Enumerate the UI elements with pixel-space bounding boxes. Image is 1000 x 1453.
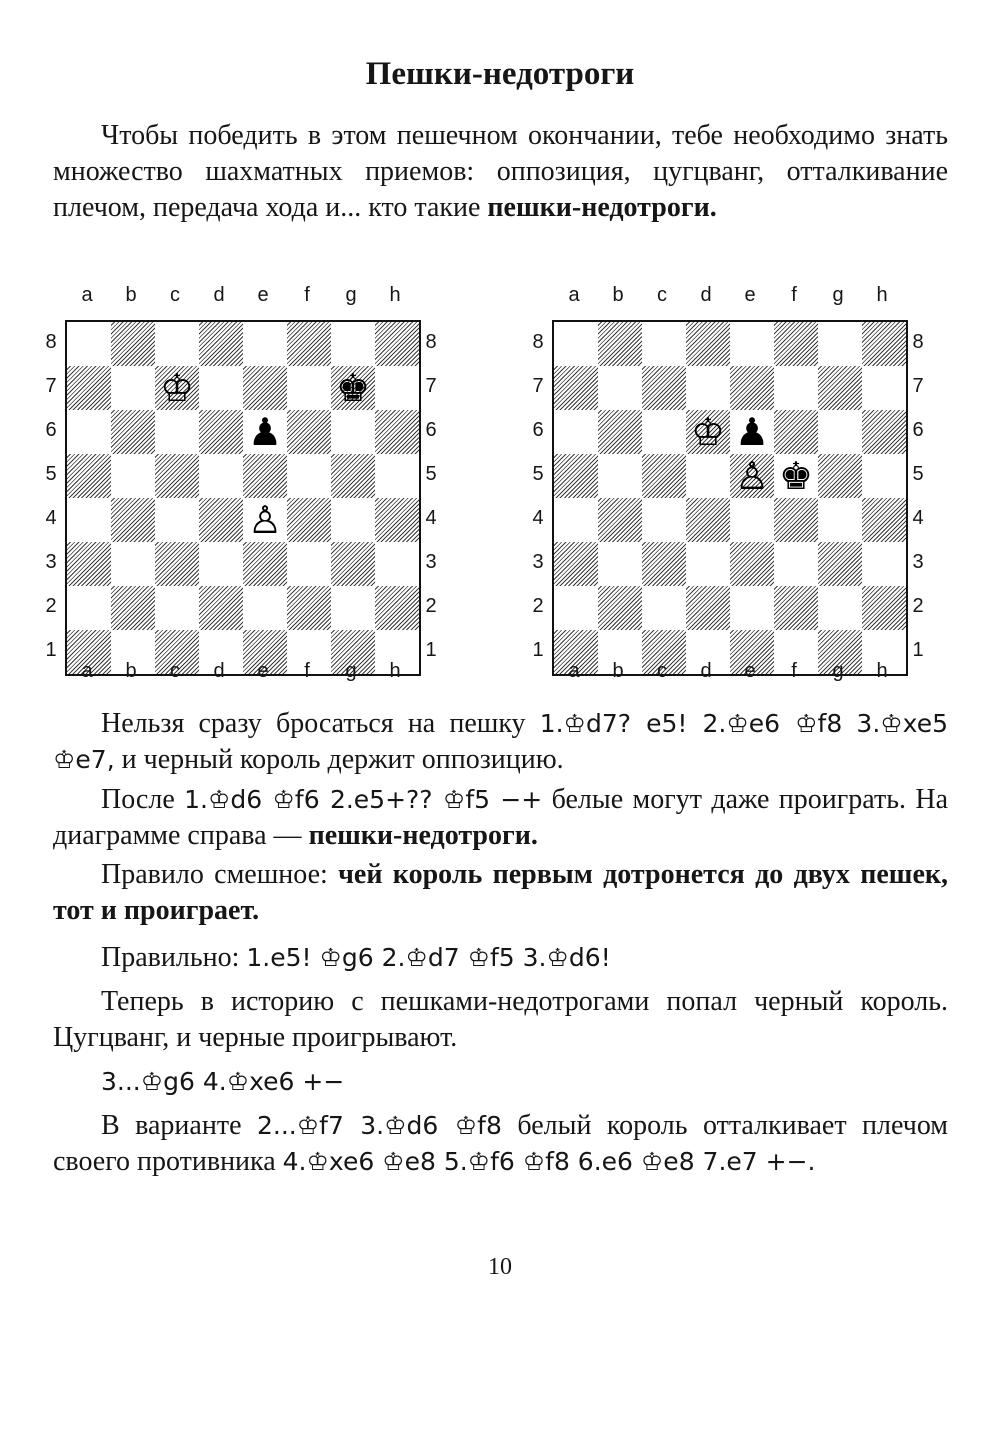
file-label: c (657, 660, 667, 682)
file-label: b (125, 660, 137, 682)
square-g2 (331, 586, 375, 630)
file-label: a (568, 660, 580, 682)
square-f4 (287, 498, 331, 542)
file-label: h (389, 284, 401, 306)
page-number: 10 (488, 1254, 512, 1280)
square-b6 (111, 410, 155, 454)
rank-label: 5 (532, 463, 544, 485)
square-h6 (862, 410, 906, 454)
chess-board (65, 320, 421, 676)
file-label: a (81, 660, 93, 682)
square-e5 (730, 454, 774, 498)
square-e6 (243, 410, 287, 454)
square-g4 (818, 498, 862, 542)
paragraph-6 (53, 1064, 948, 1100)
rank-label: 1 (45, 639, 57, 661)
square-f6 (287, 410, 331, 454)
square-f2 (774, 586, 818, 630)
square-g7 (818, 366, 862, 410)
p7-moves-1: 2...♔f7 3.♔d6 ♔f8 (256, 1111, 502, 1140)
file-label: d (700, 284, 712, 306)
p1-text-b: и черный король держит оппозицию. (114, 744, 564, 775)
file-label: e (257, 660, 269, 682)
intro-text: Чтобы победить в этом пешечном окончании, тебе необходимо знать множество шахматных приемов: оппозиция, цугцванг, отталкивание плечом, передача хода и... кто такие (53, 120, 948, 223)
paragraph-4 (53, 940, 948, 976)
square-c6 (155, 410, 199, 454)
square-e5 (243, 454, 287, 498)
rank-label: 3 (425, 551, 437, 573)
p7-text-b: белый король отталкивает плечом своего противника (53, 1110, 949, 1177)
file-label: b (125, 284, 137, 306)
file-label: f (304, 284, 310, 306)
square-g6 (331, 410, 375, 454)
square-g5 (818, 454, 862, 498)
square-g8 (331, 322, 375, 366)
file-labels-top (552, 284, 904, 306)
file-label: c (657, 284, 667, 306)
p3-bold-rule: чей король первым дотронется до двух пешек, тот и проиграет. (53, 859, 949, 926)
square-d7 (686, 366, 730, 410)
square-a2 (554, 586, 598, 630)
square-g5 (331, 454, 375, 498)
file-label: c (170, 284, 180, 306)
rank-labels-left (41, 320, 61, 672)
piece-glyph: ♟ (734, 410, 770, 454)
square-h4 (375, 498, 419, 542)
rank-label: 7 (532, 375, 544, 397)
rank-label: 2 (425, 595, 437, 617)
square-c8 (155, 322, 199, 366)
p3-text-a: Правило смешное: (101, 859, 339, 890)
intro-paragraph (53, 118, 948, 226)
rank-label: 1 (532, 639, 544, 661)
rank-label: 4 (532, 507, 544, 529)
file-label: h (876, 660, 888, 682)
square-g2 (818, 586, 862, 630)
file-label: d (213, 284, 225, 306)
square-c7 (642, 366, 686, 410)
square-d7 (199, 366, 243, 410)
square-h2 (375, 586, 419, 630)
p1-moves-1: 1.♔d7? e5! 2.♔e6 ♔f8 (539, 709, 843, 738)
piece-glyph: ♚ (335, 366, 371, 410)
piece-glyph: ♔ (690, 410, 726, 454)
square-b8 (598, 322, 642, 366)
square-e6 (730, 410, 774, 454)
piece-glyph: ♙ (734, 454, 770, 498)
rank-label: 1 (425, 639, 437, 661)
rank-label: 5 (912, 463, 924, 485)
square-a7 (554, 366, 598, 410)
file-labels-bottom (552, 660, 904, 682)
rank-labels-right (421, 320, 441, 672)
square-d8 (686, 322, 730, 366)
square-b7 (598, 366, 642, 410)
rank-labels-right (908, 320, 928, 672)
square-a6 (67, 410, 111, 454)
rank-label: 2 (532, 595, 544, 617)
rank-label: 4 (45, 507, 57, 529)
paragraph-2 (53, 782, 948, 854)
piece-glyph: ♔ (159, 366, 195, 410)
square-f6 (774, 410, 818, 454)
file-labels-top (65, 284, 417, 306)
square-h5 (375, 454, 419, 498)
paragraph-1 (53, 706, 948, 778)
file-label: g (832, 660, 844, 682)
square-a5 (554, 454, 598, 498)
square-c3 (155, 542, 199, 586)
square-a5 (67, 454, 111, 498)
file-label: d (700, 660, 712, 682)
rank-label: 8 (45, 331, 57, 353)
square-d2 (686, 586, 730, 630)
square-h8 (862, 322, 906, 366)
p5-text: Теперь в историю с пешками-недотрогами попал черный король. Цугцванг, и черные проигрывают. (53, 986, 948, 1053)
square-a4 (554, 498, 598, 542)
p7-text-a: В варианте (101, 1110, 257, 1141)
file-label: c (170, 660, 180, 682)
square-a7 (67, 366, 111, 410)
square-g7 (331, 366, 375, 410)
square-h8 (375, 322, 419, 366)
left-chess-diagram (45, 280, 445, 690)
file-label: h (876, 284, 888, 306)
rank-label: 4 (912, 507, 924, 529)
file-label: f (304, 660, 310, 682)
p2-moves-1: 1.♔d6 ♔f6 2.e5+?? ♔f5 −+ (184, 785, 543, 814)
square-f8 (287, 322, 331, 366)
file-label: e (744, 660, 756, 682)
square-b5 (598, 454, 642, 498)
p6-moves-1: 3...♔g6 4.♔xe6 +− (101, 1067, 345, 1096)
piece-glyph: ♙ (247, 498, 283, 542)
square-c8 (642, 322, 686, 366)
white-pawn-icon (243, 498, 287, 542)
square-d5 (199, 454, 243, 498)
p7-moves-2: 4.♔xe6 ♔e8 5.♔f6 ♔f8 6.e6 ♔e8 7.e7 +−. (282, 1147, 816, 1176)
square-d3 (686, 542, 730, 586)
square-c6 (642, 410, 686, 454)
square-c4 (642, 498, 686, 542)
square-c2 (642, 586, 686, 630)
file-label: b (612, 660, 624, 682)
square-e7 (730, 366, 774, 410)
square-b8 (111, 322, 155, 366)
square-e7 (243, 366, 287, 410)
square-d4 (686, 498, 730, 542)
square-e2 (730, 586, 774, 630)
p2-text-b: белые могут даже проиграть. На диаграмме справа — (53, 784, 948, 851)
square-f3 (774, 542, 818, 586)
rank-label: 5 (425, 463, 437, 485)
paragraph-7 (53, 1108, 948, 1180)
square-e2 (243, 586, 287, 630)
square-h4 (862, 498, 906, 542)
square-f8 (774, 322, 818, 366)
rank-label: 7 (45, 375, 57, 397)
rank-label: 6 (45, 419, 57, 441)
square-c2 (155, 586, 199, 630)
rank-label: 8 (532, 331, 544, 353)
square-b4 (598, 498, 642, 542)
file-label: a (81, 284, 93, 306)
file-label: f (791, 284, 797, 306)
p4-moves-1: 1.e5! ♔g6 2.♔d7 ♔f5 3.♔d6! (246, 943, 611, 972)
square-h7 (862, 366, 906, 410)
square-a3 (67, 542, 111, 586)
rank-label: 6 (425, 419, 437, 441)
file-label: b (612, 284, 624, 306)
square-d5 (686, 454, 730, 498)
black-king-icon (774, 454, 818, 498)
square-h3 (862, 542, 906, 586)
square-a4 (67, 498, 111, 542)
square-b2 (598, 586, 642, 630)
rank-labels-left (528, 320, 548, 672)
square-b3 (598, 542, 642, 586)
rank-label: 3 (912, 551, 924, 573)
square-h6 (375, 410, 419, 454)
chess-board (552, 320, 908, 676)
p1-text-a: Нельзя сразу бросаться на пешку (101, 708, 540, 739)
black-pawn-icon (730, 410, 774, 454)
square-g6 (818, 410, 862, 454)
piece-glyph: ♚ (778, 454, 814, 498)
rank-label: 8 (912, 331, 924, 353)
rank-label: 7 (425, 375, 437, 397)
file-label: a (568, 284, 580, 306)
square-e8 (243, 322, 287, 366)
rank-label: 6 (912, 419, 924, 441)
file-label: d (213, 660, 225, 682)
rank-label: 7 (912, 375, 924, 397)
square-f5 (774, 454, 818, 498)
square-e3 (243, 542, 287, 586)
square-d2 (199, 586, 243, 630)
black-pawn-icon (243, 410, 287, 454)
square-f2 (287, 586, 331, 630)
square-g8 (818, 322, 862, 366)
paragraph-5 (53, 984, 948, 1056)
square-a3 (554, 542, 598, 586)
square-a6 (554, 410, 598, 454)
p2-bold-term: пешки-недотроги. (308, 820, 538, 851)
square-e4 (243, 498, 287, 542)
rank-label: 3 (532, 551, 544, 573)
square-f5 (287, 454, 331, 498)
square-d3 (199, 542, 243, 586)
square-a8 (554, 322, 598, 366)
square-g3 (818, 542, 862, 586)
file-label: g (345, 284, 357, 306)
file-label: g (832, 284, 844, 306)
square-h2 (862, 586, 906, 630)
square-d6 (686, 410, 730, 454)
rank-label: 8 (425, 331, 437, 353)
square-c4 (155, 498, 199, 542)
square-h7 (375, 366, 419, 410)
right-chess-diagram (532, 280, 932, 690)
square-a2 (67, 586, 111, 630)
square-c5 (642, 454, 686, 498)
rank-label: 4 (425, 507, 437, 529)
square-d8 (199, 322, 243, 366)
rank-label: 3 (45, 551, 57, 573)
white-king-icon (155, 366, 199, 410)
square-b4 (111, 498, 155, 542)
square-e3 (730, 542, 774, 586)
square-f4 (774, 498, 818, 542)
square-g3 (331, 542, 375, 586)
rank-label: 2 (912, 595, 924, 617)
rank-label: 2 (45, 595, 57, 617)
square-c5 (155, 454, 199, 498)
white-king-icon (686, 410, 730, 454)
intro-bold-term: пешки-недотроги. (487, 192, 717, 223)
square-g4 (331, 498, 375, 542)
paragraph-3 (53, 857, 948, 929)
file-label: e (744, 284, 756, 306)
square-b6 (598, 410, 642, 454)
square-d6 (199, 410, 243, 454)
square-e8 (730, 322, 774, 366)
p1-moves-2: 3.♔xe5 ♔e7, (53, 709, 948, 774)
square-b5 (111, 454, 155, 498)
square-h3 (375, 542, 419, 586)
white-pawn-icon (730, 454, 774, 498)
square-f7 (287, 366, 331, 410)
page-title: Пешки-недотроги (365, 56, 635, 92)
p2-text-a: После (101, 784, 185, 815)
square-c3 (642, 542, 686, 586)
black-king-icon (331, 366, 375, 410)
rank-label: 5 (45, 463, 57, 485)
rank-label: 6 (532, 419, 544, 441)
file-labels-bottom (65, 660, 417, 682)
rank-label: 1 (912, 639, 924, 661)
square-b7 (111, 366, 155, 410)
square-a8 (67, 322, 111, 366)
file-label: e (257, 284, 269, 306)
file-label: g (345, 660, 357, 682)
file-label: h (389, 660, 401, 682)
square-h5 (862, 454, 906, 498)
p4-text-a: Правильно: (101, 942, 247, 973)
square-b2 (111, 586, 155, 630)
file-label: f (791, 660, 797, 682)
square-c7 (155, 366, 199, 410)
piece-glyph: ♟ (247, 410, 283, 454)
square-f7 (774, 366, 818, 410)
square-e4 (730, 498, 774, 542)
square-d4 (199, 498, 243, 542)
square-b3 (111, 542, 155, 586)
square-f3 (287, 542, 331, 586)
